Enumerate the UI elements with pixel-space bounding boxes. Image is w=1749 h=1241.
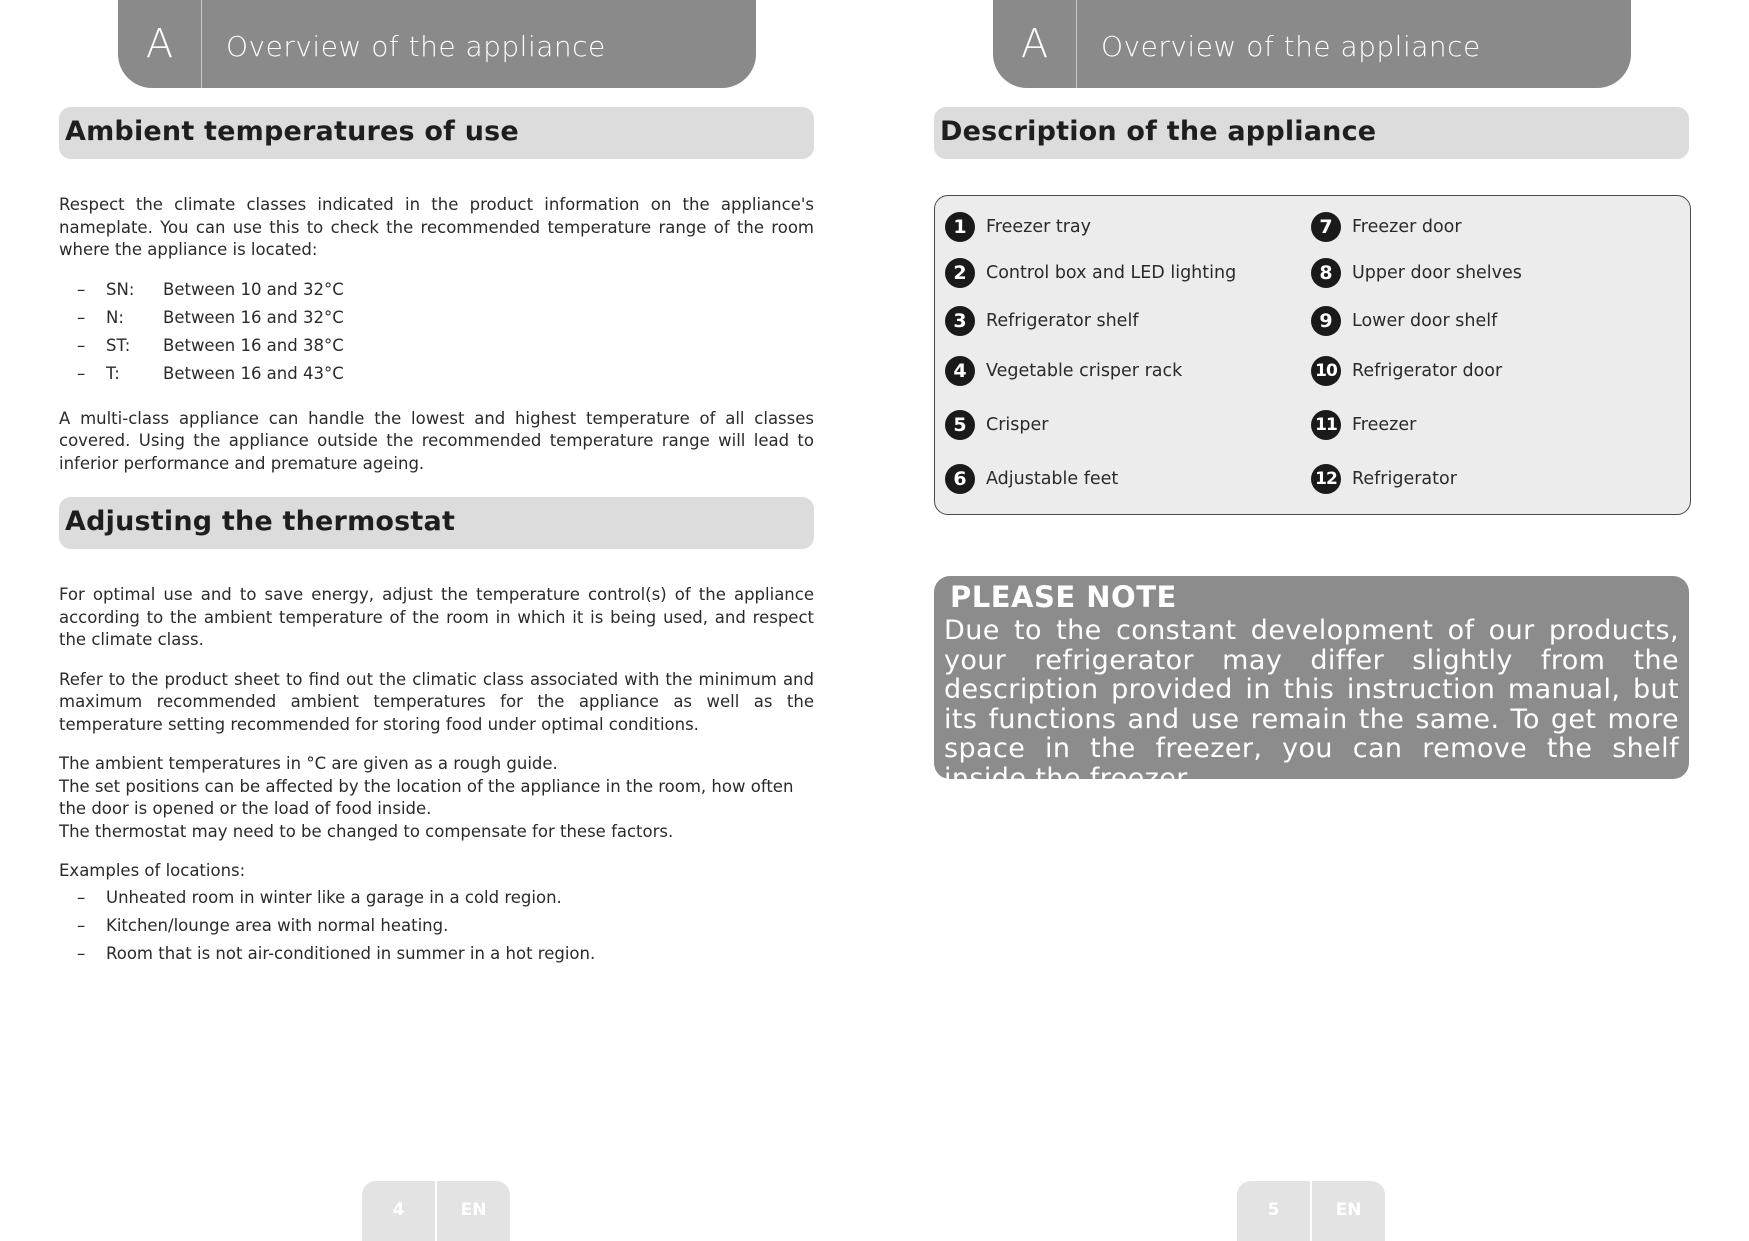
- chapter-header: [993, 0, 1631, 88]
- parts-column-left: [945, 212, 1305, 494]
- class-range: Between 16 and 32°C: [163, 307, 344, 327]
- example-item: [59, 915, 814, 943]
- part-item: [1311, 306, 1671, 336]
- class-code: ST:: [106, 335, 131, 355]
- part-item: [945, 464, 1305, 494]
- class-range: Between 16 and 38°C: [163, 335, 344, 355]
- part-item: [945, 212, 1305, 242]
- part-number-badge: 5: [945, 410, 975, 440]
- section-adjusting-thermostat: [59, 497, 814, 549]
- part-label: Crisper: [986, 415, 1049, 435]
- dash-bullet: –: [77, 307, 86, 327]
- part-label: Refrigerator door: [1352, 361, 1503, 381]
- please-note-box: [934, 576, 1689, 794]
- language-code: EN: [1335, 1200, 1362, 1220]
- class-code: N:: [106, 307, 124, 327]
- chapter-title: Overview of the appliance: [226, 30, 606, 63]
- section-title: Description of the appliance: [940, 116, 1377, 147]
- part-label: Lower door shelf: [1352, 311, 1498, 331]
- thermostat-line: The set positions can be affected by the location of the appliance in the room, how often the door is opened or the load of food inside.: [59, 776, 794, 818]
- example-text: Room that is not air-conditioned in summer in a hot region.: [106, 943, 596, 963]
- part-label: Refrigerator: [1352, 469, 1457, 489]
- part-label: Freezer door: [1352, 217, 1462, 237]
- part-number-badge: 4: [945, 356, 975, 386]
- right-page: [875, 0, 1749, 1241]
- ambient-intro: Respect the climate classes indicated in the product information on the appliance's nameplate. You can use this to check the recommended temperature range of the room where the appliance is located:: [59, 195, 814, 259]
- part-item: [945, 306, 1305, 336]
- example-item: [59, 943, 814, 971]
- part-label: Freezer: [1352, 415, 1417, 435]
- left-page: [0, 0, 874, 1241]
- part-number-badge: 8: [1311, 258, 1341, 288]
- class-code: SN:: [106, 279, 135, 299]
- thermostat-line: The thermostat may need to be changed to compensate for these factors.: [59, 821, 674, 841]
- dash-bullet: –: [77, 915, 86, 935]
- ambient-content: [59, 194, 814, 492]
- thermostat-content: [59, 584, 814, 988]
- part-label: Vegetable crisper rack: [986, 361, 1183, 381]
- section-title: Adjusting the thermostat: [65, 506, 456, 537]
- climate-class-item: [59, 335, 814, 363]
- part-label: Freezer tray: [986, 217, 1091, 237]
- part-item: [1311, 464, 1671, 494]
- dash-bullet: –: [77, 887, 86, 907]
- part-label: Adjustable feet: [986, 469, 1119, 489]
- part-number-badge: 12: [1311, 464, 1341, 494]
- climate-class-item: [59, 279, 814, 307]
- class-code: T:: [106, 363, 120, 383]
- page-number: 4: [362, 1181, 437, 1241]
- dash-bullet: –: [77, 279, 86, 299]
- part-label: Refrigerator shelf: [986, 311, 1139, 331]
- page-footer: [1237, 1181, 1385, 1241]
- chapter-header: [118, 0, 756, 88]
- climate-class-list: [59, 279, 814, 391]
- dash-bullet: –: [77, 335, 86, 355]
- part-number-badge: 3: [945, 306, 975, 336]
- note-title: PLEASE NOTE: [950, 580, 1177, 614]
- thermostat-paragraph: [59, 753, 814, 843]
- example-text: Unheated room in winter like a garage in a cold region.: [106, 887, 562, 907]
- part-item: [1311, 212, 1671, 242]
- section-description: [934, 107, 1689, 159]
- parts-legend: [934, 195, 1691, 515]
- examples-list: [59, 887, 814, 971]
- thermostat-paragraph: Refer to the product sheet to find out the climatic class associated with the minimum and maximum recommended ambient temperatures for the appliance as well as the temperature setting recommended for storing food under optimal conditions.: [59, 669, 814, 734]
- ambient-outro: A multi-class appliance can handle the lowest and highest temperature of all classes covered. Using the appliance outside the recommended temperature range will lead to inferior performance and premature ageing.: [59, 408, 814, 473]
- part-label: Control box and LED lighting: [986, 263, 1237, 283]
- part-number-badge: 2: [945, 258, 975, 288]
- thermostat-paragraph: For optimal use and to save energy, adjust the temperature control(s) of the appliance according to the ambient temperature of the room in which it is being used, and respect the climate class.: [59, 585, 814, 649]
- section-ambient-temperatures: [59, 107, 814, 159]
- page-footer: [362, 1181, 510, 1241]
- part-item: [1311, 356, 1671, 386]
- climate-class-item: [59, 363, 814, 391]
- climate-class-item: [59, 307, 814, 335]
- chapter-letter: A: [993, 0, 1077, 88]
- part-item: [945, 410, 1305, 440]
- part-label: Upper door shelves: [1352, 263, 1522, 283]
- example-text: Kitchen/lounge area with normal heating.: [106, 915, 449, 935]
- section-title: Ambient temperatures of use: [65, 116, 519, 147]
- examples-label: Examples of locations:: [59, 861, 246, 880]
- part-item: [945, 258, 1305, 288]
- part-number-badge: 10: [1311, 356, 1341, 386]
- part-number-badge: 1: [945, 212, 975, 242]
- part-number-badge: 11: [1311, 410, 1341, 440]
- class-range: Between 16 and 43°C: [163, 363, 344, 383]
- example-item: [59, 887, 814, 915]
- part-number-badge: 6: [945, 464, 975, 494]
- thermostat-line: The ambient temperatures in °C are given as a rough guide.: [59, 754, 558, 773]
- part-item: [1311, 258, 1671, 288]
- part-number-badge: 9: [1311, 306, 1341, 336]
- part-item: [1311, 410, 1671, 440]
- part-item: [945, 356, 1305, 386]
- chapter-letter: A: [118, 0, 202, 88]
- note-text: Due to the constant development of our products, your refrigerator may differ slightly from the description provided in this instruction manual, but its functions and use remain the same. To get more space in the freezer, you can remove the shelf inside the freezer.: [944, 615, 1679, 794]
- class-range: Between 10 and 32°C: [163, 279, 344, 299]
- dash-bullet: –: [77, 363, 86, 383]
- part-number-badge: 7: [1311, 212, 1341, 242]
- page-number: 5: [1237, 1181, 1312, 1241]
- chapter-title: Overview of the appliance: [1101, 30, 1481, 63]
- language-code: EN: [460, 1200, 487, 1220]
- parts-column-right: [1311, 212, 1671, 494]
- dash-bullet: –: [77, 943, 86, 963]
